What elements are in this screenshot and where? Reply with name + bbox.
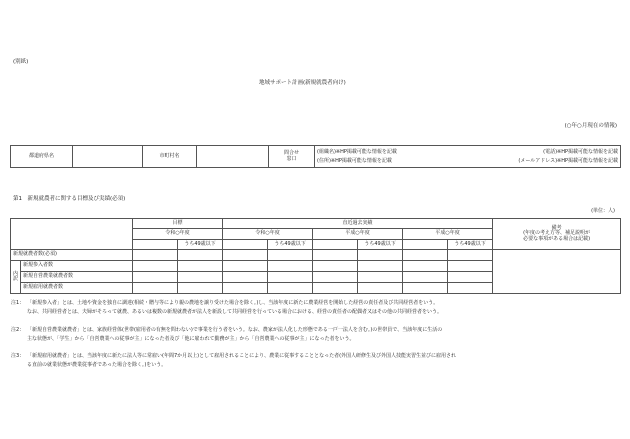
actual-year-3: 平成○年度 bbox=[403, 229, 493, 240]
corner-cell bbox=[11, 219, 133, 250]
data-cell bbox=[448, 283, 493, 294]
data-cell bbox=[313, 272, 358, 283]
note-2-line1: 「新規自営農業就農者」とは、家族経営体(世帯(雇用者の有無を問わない)で事業を行う者をいう。なお、農家が法人化した形態である一戸一法人を含む。)の世帯員で、当該年度に生活の bbox=[27, 327, 443, 333]
breakdown-char-2: 訳 bbox=[12, 276, 18, 282]
note-1 bbox=[11, 299, 611, 319]
document-title: 地域サポート計画(新規就農者向け) bbox=[259, 80, 346, 86]
remarks-line3: 必要な事項がある場合は記載) bbox=[523, 235, 591, 242]
data-cell bbox=[133, 272, 178, 283]
data-cell bbox=[313, 250, 358, 261]
under49-actual-1: うち49歳以下 bbox=[268, 240, 313, 250]
breakdown-char-1: 内 bbox=[12, 270, 18, 277]
data-cell bbox=[223, 272, 268, 283]
remarks-line1: 備考 bbox=[551, 224, 562, 231]
data-cell bbox=[403, 250, 448, 261]
note-1-line1: 「新規参入者」とは、土地や資金を独自に調達(相続・贈与等により親の農地を譲り受けた場合を除く。)し、当該年度に新たに農業経営を開始した経営の責任者及び共同経営者をいう。 bbox=[27, 300, 439, 306]
data-cell bbox=[313, 261, 358, 272]
actual-year-2: 平成○年度 bbox=[313, 229, 403, 240]
org-name: (組織名)※HP掲載可能な情報を記載 bbox=[317, 148, 397, 155]
email: (メールアドレス)※HP掲載可能な情報を記載 bbox=[518, 157, 618, 164]
municipality-label: 市町村名 bbox=[143, 146, 197, 168]
data-cell bbox=[403, 283, 448, 294]
under49-target: うち49歳以下 bbox=[178, 240, 223, 250]
note-2-line2: 主な状態が、「学生」から「自営農業への従事が主」になった者及び「他に雇われて勤務が主」から「自営農業への従事が主」になった者をいう。 bbox=[27, 336, 355, 342]
blank-cell bbox=[133, 240, 178, 250]
actual-header: 直近過去実績 bbox=[223, 219, 493, 229]
remarks-header bbox=[493, 219, 621, 250]
data-cell bbox=[268, 283, 313, 294]
data-cell bbox=[403, 261, 448, 272]
data-cell bbox=[133, 250, 178, 261]
note-3-label: 注3： bbox=[11, 353, 25, 359]
as-of-date: (○年○月現在の情報) bbox=[564, 123, 617, 129]
row-label-employed: 新規雇用就農者数 bbox=[21, 283, 133, 294]
note-3 bbox=[11, 352, 611, 372]
data-cell bbox=[223, 261, 268, 272]
contact-label-line1: 問合せ bbox=[283, 150, 299, 156]
actual-year-1: 令和○年度 bbox=[223, 229, 313, 240]
phone: (電話)※HP掲載可能な情報を記載 bbox=[543, 148, 618, 155]
remarks-cell bbox=[493, 250, 621, 294]
data-cell bbox=[268, 261, 313, 272]
row-label-self-employed: 新規自営農業就農者数 bbox=[21, 272, 133, 283]
under49-actual-3: うち49歳以下 bbox=[448, 240, 493, 250]
address: (住所)※HP掲載可能な情報を記載 bbox=[317, 157, 392, 164]
prefecture-value bbox=[73, 146, 143, 168]
contact-label-line2: 窓口 bbox=[286, 155, 297, 162]
municipality-value bbox=[197, 146, 269, 168]
note-2-label: 注2： bbox=[11, 327, 25, 333]
note-3-line1: 「新規雇用就農者」とは、当該年度に新たに法人等に常雇い(年間7か月以上)として雇用されることにより、農業に従事することとなった者(外国人研修生及び外国人技能実習生並びに雇用され bbox=[27, 353, 457, 359]
note-1-label: 注1： bbox=[11, 300, 25, 306]
target-year: 令和○年度 bbox=[133, 229, 223, 240]
contact-details bbox=[315, 146, 621, 168]
section1-heading: 第1 新規就農者に関する目標及び実績(必須) bbox=[13, 196, 126, 202]
remarks-line2: (年度の考え方等、補足説明が bbox=[523, 230, 591, 237]
breakdown-label bbox=[11, 261, 21, 294]
data-cell bbox=[178, 283, 223, 294]
row-total-label: 新規就農者数(必須) bbox=[11, 250, 133, 261]
unit-label: (単位：人) bbox=[591, 208, 615, 214]
data-cell bbox=[403, 272, 448, 283]
form-id: (別紙) bbox=[13, 59, 29, 65]
contact-label bbox=[269, 146, 315, 168]
data-cell bbox=[448, 250, 493, 261]
data-cell bbox=[178, 272, 223, 283]
data-cell bbox=[223, 283, 268, 294]
data-cell bbox=[358, 283, 403, 294]
data-cell bbox=[178, 261, 223, 272]
blank-cell bbox=[313, 240, 358, 250]
data-cell bbox=[223, 250, 268, 261]
data-cell bbox=[448, 272, 493, 283]
data-cell bbox=[133, 283, 178, 294]
target-header: 目標 bbox=[133, 219, 223, 229]
data-cell bbox=[133, 261, 178, 272]
header-table bbox=[10, 145, 621, 168]
targets-table bbox=[10, 218, 621, 294]
data-cell bbox=[358, 250, 403, 261]
data-cell bbox=[178, 250, 223, 261]
data-cell bbox=[358, 272, 403, 283]
prefecture-label: 都道府県名 bbox=[11, 146, 73, 168]
note-2 bbox=[11, 326, 611, 346]
data-cell bbox=[448, 261, 493, 272]
row-label-entrants: 新規参入者数 bbox=[21, 261, 133, 272]
data-cell bbox=[268, 272, 313, 283]
data-cell bbox=[313, 283, 358, 294]
blank-cell bbox=[223, 240, 268, 250]
note-3-line2: る直前の就業状態が農業従事者であった場合を除く。)をいう。 bbox=[27, 362, 167, 368]
under49-actual-2: うち49歳以下 bbox=[358, 240, 403, 250]
blank-cell bbox=[403, 240, 448, 250]
data-cell bbox=[358, 261, 403, 272]
data-cell bbox=[268, 250, 313, 261]
note-1-line2: なお、共同経営者とは、夫婦がそろって就農、あるいは複数の新規就農者が法人を新設して共同経営を行っている場合における、経営の責任者の配偶者又はその他の共同経営者をいう。 bbox=[27, 309, 443, 315]
